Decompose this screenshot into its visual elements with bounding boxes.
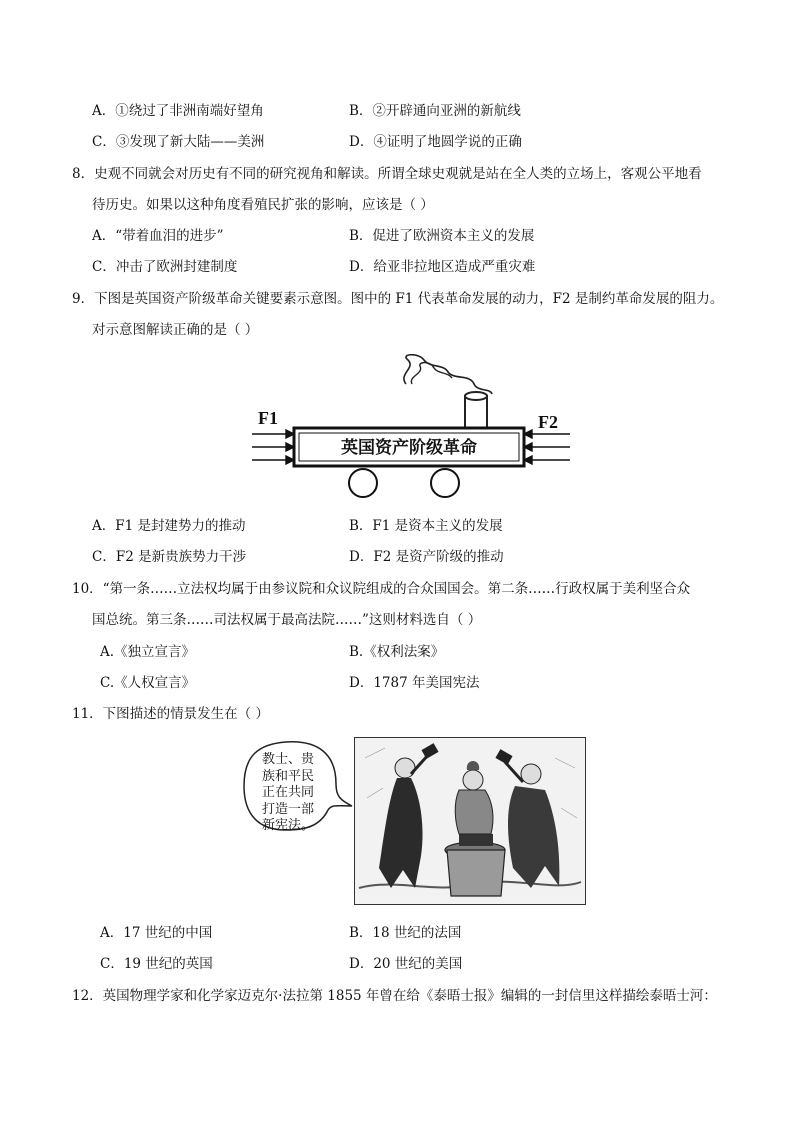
q7-option-d: D．④证明了地圆学说的正确 bbox=[349, 134, 522, 150]
q7-option-a: A．①绕过了非洲南端好望角 bbox=[92, 103, 264, 119]
engraving-image bbox=[354, 737, 586, 905]
wheel-icon bbox=[431, 469, 459, 497]
q10-option-b: B.《权利法案》 bbox=[349, 644, 445, 660]
q8-stem-line1: 8．史观不同就会对历史有不同的研究视角和解读。所谓全球史观就是站在全人类的立场上，客观公平地看 bbox=[72, 166, 702, 182]
q9-option-c: C．F2 是新贵族势力干涉 bbox=[92, 549, 247, 565]
q7-option-c: C．③发现了新大陆——美洲 bbox=[92, 134, 265, 150]
q9-option-b: B．F1 是资本主义的发展 bbox=[349, 518, 503, 534]
three-estates-forging-icon bbox=[355, 738, 584, 903]
q11-option-c: C．19 世纪的英国 bbox=[100, 956, 213, 972]
speech-bubble-text: 教士、贵族和平民正在共同打造一部新宪法。 bbox=[261, 752, 314, 833]
q8-stem-line2: 待历史。如果以这种角度看殖民扩张的影响，应该是（ ） bbox=[92, 197, 434, 213]
f1-label: F1 bbox=[258, 408, 278, 428]
q8-option-d: D．给亚非拉地区造成严重灾难 bbox=[349, 259, 536, 275]
q9-revolution-diagram bbox=[248, 354, 576, 500]
q7-option-b: B．②开辟通向亚洲的新航线 bbox=[349, 103, 521, 119]
q11-option-b: B．18 世纪的法国 bbox=[349, 925, 462, 941]
q11-stem: 11．下图描述的情景发生在（ ） bbox=[72, 706, 269, 722]
q10-stem-line1: 10．“第一条……立法权均属于由参议院和众议院组成的合众国国会。第二条……行政权属于美利坚合众 bbox=[72, 581, 691, 597]
q9-option-a: A．F1 是封建势力的推动 bbox=[92, 518, 246, 534]
q8-option-c: C．冲击了欧洲封建制度 bbox=[92, 259, 238, 275]
q10-option-d: D．1787 年美国宪法 bbox=[349, 675, 480, 691]
q10-option-a: A.《独立宣言》 bbox=[100, 644, 196, 660]
f2-label: F2 bbox=[538, 412, 558, 432]
q8-option-b: B．促进了欧洲资本主义的发展 bbox=[349, 228, 535, 244]
q11-option-d: D．20 世纪的美国 bbox=[349, 956, 463, 972]
q10-stem-line2: 国总统。第三条……司法权属于最高法院……”这则材料选自（ ） bbox=[92, 612, 482, 628]
wheel-icon bbox=[349, 469, 377, 497]
q10-option-c: C.《人权宣言》 bbox=[100, 675, 196, 691]
revolution-box-label: 英国资产阶级革命 bbox=[341, 438, 477, 457]
f2-arrows bbox=[524, 430, 570, 464]
q9-stem-line2: 对示意图解读正确的是（ ） bbox=[92, 322, 259, 338]
q11-option-a: A．17 世纪的中国 bbox=[100, 925, 213, 941]
q12-stem-line1: 12．英国物理学家和化学家迈克尔·法拉第 1855 年曾在给《泰晤士报》编辑的一封信里这样描绘泰晤士河： bbox=[72, 988, 717, 1004]
q9-option-d: D．F2 是资产阶级的推动 bbox=[349, 549, 504, 565]
q9-stem-line1: 9．下图是英国资产阶级革命关键要素示意图。图中的 F1 代表革命发展的动力，F2 是制约革命发展的阻力。 bbox=[72, 291, 724, 307]
q8-option-a: A．“带着血泪的进步” bbox=[92, 228, 224, 244]
f1-arrows bbox=[252, 430, 294, 464]
